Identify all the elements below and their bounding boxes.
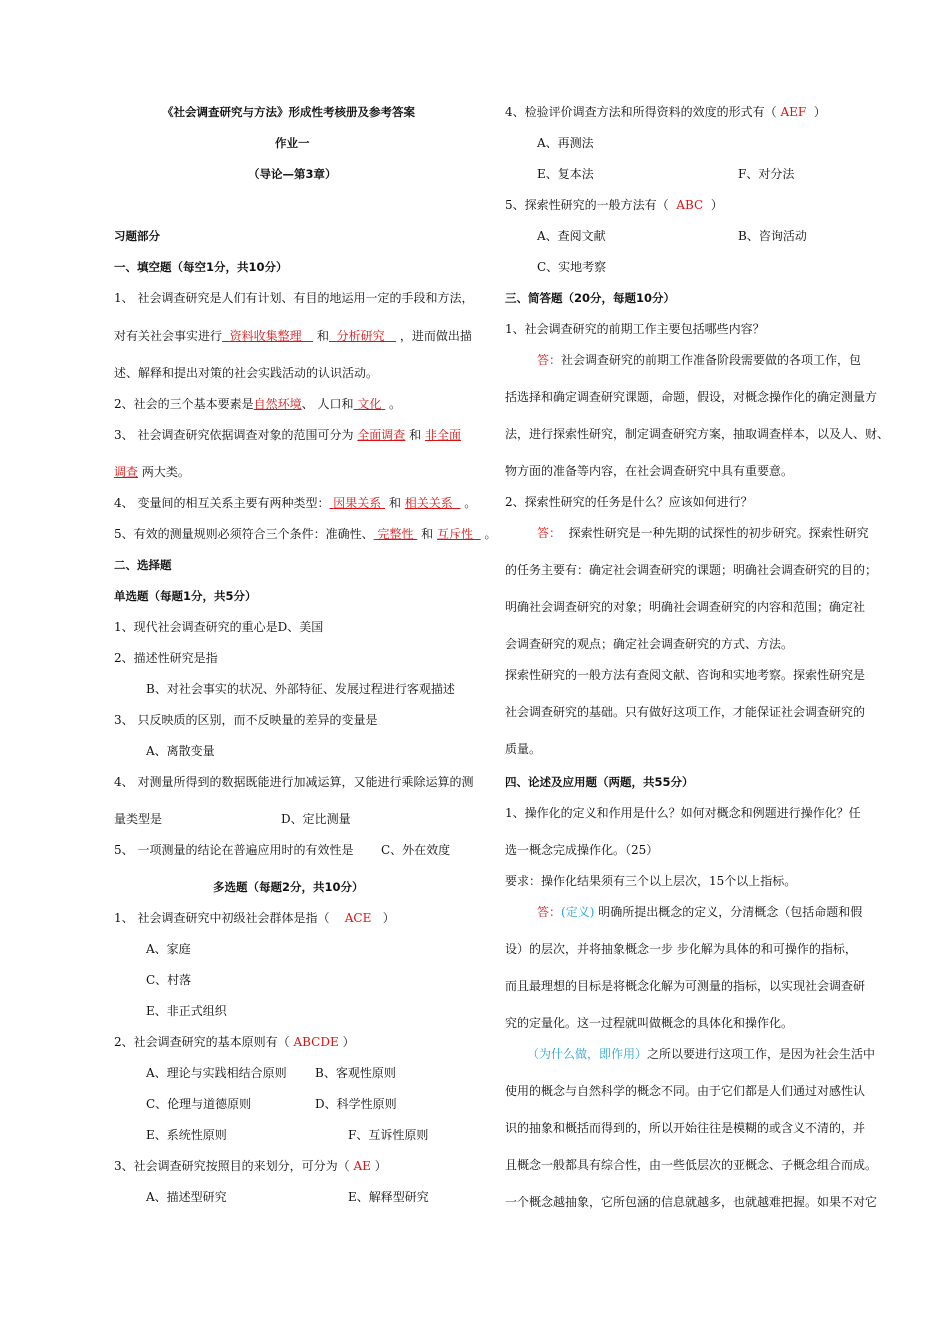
short-q2-answer-line4: 会调查研究的观点；确定社会调查研究的方式、方法。 xyxy=(505,637,794,651)
short-q2-answer-line3: 明确社会调查研究的对象；明确社会调查研究的内容和范围；确定社 xyxy=(505,600,866,614)
multi-q4-option-a: A、再测法 xyxy=(537,136,594,150)
fill-q5: 5、有效的测量规则必须符合三个条件：准确性、 完整性 和 互斥性 。 xyxy=(114,527,497,541)
essay-q1-answer-p1-line1: 答：(定义) 明确所提出概念的定义，分清概念（包括命题和假 xyxy=(537,905,863,919)
fill-q1-line1: 1、 社会调查研究是人们有计划、有目的地运用一定的手段和方法， xyxy=(114,291,474,305)
essay-q1-requirement: 要求：操作化结果须有三个以上层次，15个以上指标。 xyxy=(505,874,797,888)
multi-q2-option-d: D、科学性原则 xyxy=(315,1097,397,1111)
short-q2-answer-line2: 的任务主要有：确定社会调查研究的课题；明确社会调查研究的目的； xyxy=(505,563,878,577)
multi-q5-option-b: B、咨询活动 xyxy=(738,229,807,243)
exercise-part-heading: 习题部分 xyxy=(114,229,160,243)
short-q2: 2、探索性研究的任务是什么？应该如何进行？ xyxy=(505,495,753,509)
essay-q1-answer-p2-line4: 且概念一般都具有综合性，由一些低层次的亚概念、子概念组合而成。 xyxy=(505,1158,878,1172)
single-q2-answer: B、对社会事实的状况、外部特征、发展过程进行客观描述 xyxy=(146,682,455,696)
multi-q2-option-b: B、客观性原则 xyxy=(315,1066,396,1080)
multi-q2: 2、社会调查研究的基本原则有（ ABCDE ） xyxy=(114,1035,355,1049)
section-fill-blank-heading: 一、填空题（每空1分，共10分） xyxy=(114,260,288,274)
answer-label: 答： xyxy=(537,353,562,367)
multi-q1-option-a: A、家庭 xyxy=(146,942,191,956)
essay-q1-answer-p2-line3: 识的抽象和概括而得到的，所以开始往往是模糊的或含义不清的，并 xyxy=(505,1121,866,1135)
single-q3-answer: A、离散变量 xyxy=(146,744,215,758)
single-q5-answer: C、外在效度 xyxy=(381,843,451,857)
fill-q1-line3: 述、解释和提出对策的社会实践活动的认识活动。 xyxy=(114,366,379,380)
fill-q3-answer-2b: 调查 xyxy=(114,465,139,479)
multi-q5: 5、探索性研究的一般方法有（ ABC ） xyxy=(505,198,723,212)
multi-q4-option-f: F、对分法 xyxy=(738,167,795,181)
fill-q2-answer-1: 自然环境 xyxy=(253,397,302,411)
single-q4-line1: 4、 对测量所得到的数据既能进行加减运算，又能进行乘除运算的测 xyxy=(114,775,474,789)
short-q2-answer-line5: 探索性研究的一般方法有查阅文献、咨询和实地考察。探索性研究是 xyxy=(505,668,866,682)
multi-q2-option-f: F、互诉性原则 xyxy=(348,1128,429,1142)
essay-q1-line1: 1、操作化的定义和作用是什么？如何对概念和例题进行操作化？任 xyxy=(505,806,861,820)
definition-tag: (定义) xyxy=(561,905,595,919)
multi-q1-option-e: E、非正式组织 xyxy=(146,1004,227,1018)
multi-q4: 4、检验评价调查方法和所得资料的效度的形式有（ AEF ） xyxy=(505,105,826,119)
essay-q1-answer-p1-line2: 设）的层次，并将抽象概念一步 步化解为具体的和可操作的指标， xyxy=(505,942,857,956)
section-short-answer-heading: 三、简答题（20分，每题10分） xyxy=(505,291,676,305)
fill-q5-answer-1: 完整性 xyxy=(377,527,414,541)
multi-q4-answer: AEF xyxy=(780,105,807,119)
multi-q3-option-a: A、描述型研究 xyxy=(146,1190,227,1204)
short-q2-answer-line7: 质量。 xyxy=(505,742,542,756)
multi-q1: 1、 社会调查研究中初级社会群体是指（ ACE ） xyxy=(114,911,395,925)
fill-q1-answer-2: 分析研究 xyxy=(336,329,385,343)
essay-q1-line2: 选一概念完成操作化。（25） xyxy=(505,843,659,857)
essay-q1-answer-p2-line1: （为什么做，即作用）之所以要进行这项工作，是因为社会生活中 xyxy=(527,1047,876,1061)
homework-title: 作业一 xyxy=(275,136,310,150)
multi-q3-option-e: E、解释型研究 xyxy=(348,1190,429,1204)
fill-q2-answer-2: 文化 xyxy=(357,397,382,411)
answer-label: 答： xyxy=(537,905,562,919)
fill-q1-answer-1: 资料收集整理 xyxy=(229,329,302,343)
fill-q1-line2: 对有关社会事实进行 资料收集整理 和 分析研究 ，进而做出描 xyxy=(114,329,472,343)
multi-q2-option-e: E、系统性原则 xyxy=(146,1128,227,1142)
fill-q4-answer-2: 相关关系 xyxy=(404,496,453,510)
answer-label: 答： xyxy=(537,526,562,540)
fill-q2: 2、社会的三个基本要素是自然环境、 人口和 文化 。 xyxy=(114,397,401,411)
multi-q5-option-a: A、查阅文献 xyxy=(537,229,606,243)
fill-q5-answer-2: 互斥性 xyxy=(436,527,473,541)
essay-q1-answer-p1-line4: 究的定量化。这一过程就叫做概念的具体化和操作化。 xyxy=(505,1016,794,1030)
multi-q3-answer: AE xyxy=(353,1159,371,1173)
single-q2: 2、描述性研究是指 xyxy=(114,651,218,665)
short-q1: 1、社会调查研究的前期工作主要包括哪些内容？ xyxy=(505,322,765,336)
multi-q5-answer: ABC xyxy=(676,198,704,212)
multi-q2-option-c: C、伦理与道德原则 xyxy=(146,1097,252,1111)
chapter-range: （导论—第3章） xyxy=(248,167,337,181)
multi-q1-option-c: C、村落 xyxy=(146,973,192,987)
short-q1-answer-line3: 法，进行探索性研究，制定调查研究方案，抽取调查样本，以及人、财、 xyxy=(505,427,890,441)
short-q1-answer-line4: 物方面的准备等内容，在社会调查研究中具有重要意。 xyxy=(505,464,794,478)
fill-q3-answer-2: 非全面 xyxy=(424,428,461,442)
fill-q3-answer-1: 全面调查 xyxy=(357,428,406,442)
document-title: 《社会调查研究与方法》形成性考核册及参考答案 xyxy=(162,105,415,119)
fill-q3-line2: 调查 两大类。 xyxy=(114,465,190,479)
multi-q4-option-e: E、复本法 xyxy=(537,167,594,181)
essay-q1-answer-p2-line2: 使用的概念与自然科学的概念不同。由于它们都是人们通过对感性认 xyxy=(505,1084,866,1098)
single-q1: 1、现代社会调查研究的重心是D、美国 xyxy=(114,620,324,634)
single-q4-line2: 量类型是 xyxy=(114,812,163,826)
single-q3: 3、 只反映质的区别，而不反映量的差异的变量是 xyxy=(114,713,378,727)
purpose-tag: （为什么做，即作用） xyxy=(527,1047,648,1061)
multi-q2-option-a: A、理论与实践相结合原则 xyxy=(146,1066,287,1080)
fill-q4: 4、 变量间的相互关系主要有两种类型： 因果关系 和 相关关系 。 xyxy=(114,496,477,510)
essay-q1-answer-p2-line5: 一个概念越抽象，它所包涵的信息就越多，也就越难把握。如果不对它 xyxy=(505,1195,878,1209)
short-q1-answer-line2: 括选择和确定调查研究课题，命题，假设，对概念操作化的确定测量方 xyxy=(505,390,878,404)
multi-q2-answer: ABCDE xyxy=(293,1035,339,1049)
fill-q4-answer-1: 因果关系 xyxy=(333,496,382,510)
single-q5: 5、 一项测量的结论在普遍应用时的有效性是 xyxy=(114,843,354,857)
multi-choice-heading: 多选题（每题2分，共10分） xyxy=(213,880,364,894)
multi-q5-option-c: C、实地考察 xyxy=(537,260,607,274)
short-q1-answer-line1: 答：社会调查研究的前期工作准备阶段需要做的各项工作，包 xyxy=(537,353,862,367)
short-q2-answer-line1: 答： 探索性研究是一种先期的试探性的初步研究。探索性研究 xyxy=(537,526,869,540)
essay-q1-answer-p1-line3: 而且最理想的目标是将概念化解为可测量的指标，以实现社会调查研 xyxy=(505,979,866,993)
short-q2-answer-line6: 社会调查研究的基础。只有做好这项工作，才能保证社会调查研究的 xyxy=(505,705,866,719)
section-choice-heading: 二、选择题 xyxy=(114,558,172,572)
single-choice-heading: 单选题（每题1分，共5分） xyxy=(114,589,257,603)
multi-q1-answer: ACE xyxy=(344,911,372,925)
multi-q3: 3、社会调查研究按照目的来划分，可分为（ AE ） xyxy=(114,1159,387,1173)
fill-q3-line1: 3、 社会调查研究依据调查对象的范围可分为 全面调查 和 非全面 xyxy=(114,428,461,442)
fill-q1-text: 对有关社会事实进行 xyxy=(114,329,223,343)
single-q4-answer: D、定比测量 xyxy=(281,812,351,826)
section-essay-heading: 四、论述及应用题（两题，共55分） xyxy=(505,775,694,789)
